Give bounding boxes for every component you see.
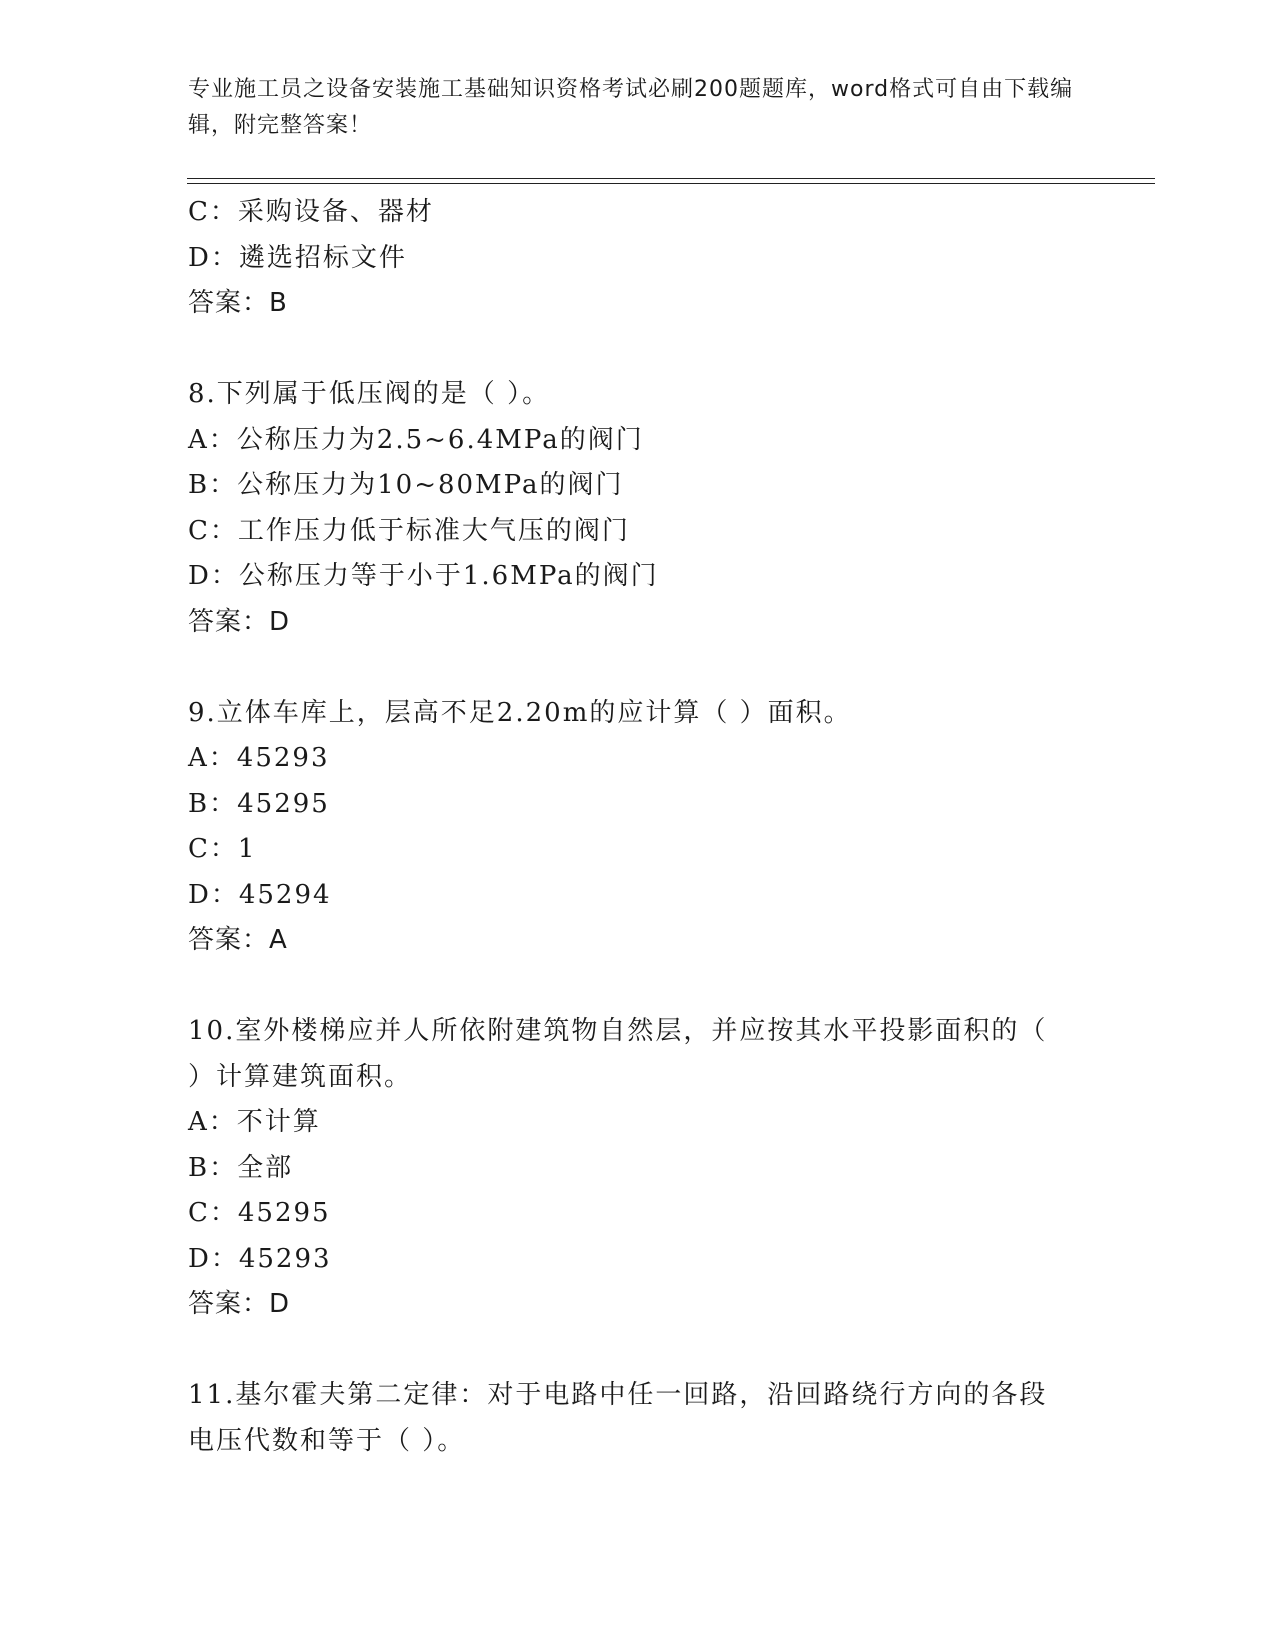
q9-answer: 答案：A — [188, 925, 288, 955]
q9-option-a: A：45293 — [188, 743, 330, 773]
q7-option-d: D：遴选招标文件 — [188, 242, 407, 273]
q10-option-a: A：不计算 — [188, 1107, 321, 1137]
spacer — [188, 964, 1088, 1010]
header-rule-top — [187, 178, 1155, 179]
q9-question: 9.立体车库上，层高不足2.20m的应计算（ ）面积。 — [188, 697, 852, 728]
q8-option-b: B：公称压力为10~80MPa的阀门 — [188, 470, 624, 500]
spacer — [188, 327, 1088, 373]
q8-answer: 答案：D — [188, 606, 291, 637]
q7-answer: 答案：B — [188, 288, 288, 318]
q10-option-b: B：全部 — [188, 1152, 294, 1183]
question-list — [188, 190, 1088, 1464]
header-rule-bottom — [187, 183, 1155, 184]
q11-question: 11.基尔霍夫第二定律：对于电路中任一回路，沿回路绕行方向的各段电压代数和等于（ ）。 — [188, 1380, 1048, 1456]
document-header: 专业施工员之设备安装施工基础知识资格考试必刷200题题库，word格式可自由下载编辑，附完整答案！ — [188, 77, 1074, 138]
q8-question: 8.下列属于低压阀的是（ ）。 — [188, 379, 551, 409]
q7-option-c: C：采购设备、器材 — [188, 197, 434, 227]
q10-option-d: D：45293 — [188, 1243, 332, 1274]
q10-answer: 答案：D — [188, 1289, 291, 1319]
q9-option-c: C：1 — [188, 834, 257, 864]
q9-option-d: D：45294 — [188, 879, 332, 910]
q8-option-c: C：工作压力低于标准大气压的阀门 — [188, 515, 630, 546]
q8-option-a: A：公称压力为2.5~6.4MPa的阀门 — [188, 424, 644, 455]
q10-option-c: C：45295 — [188, 1198, 331, 1228]
q9-option-b: B：45295 — [188, 788, 330, 819]
spacer — [188, 1328, 1088, 1374]
q8-option-d: D：公称压力等于小于1.6MPa的阀门 — [188, 561, 659, 591]
q10-question: 10.室外楼梯应并人所依附建筑物自然层，并应按其水平投影面积的（ ）计算建筑面积。 — [188, 1016, 1048, 1092]
spacer — [188, 645, 1088, 691]
